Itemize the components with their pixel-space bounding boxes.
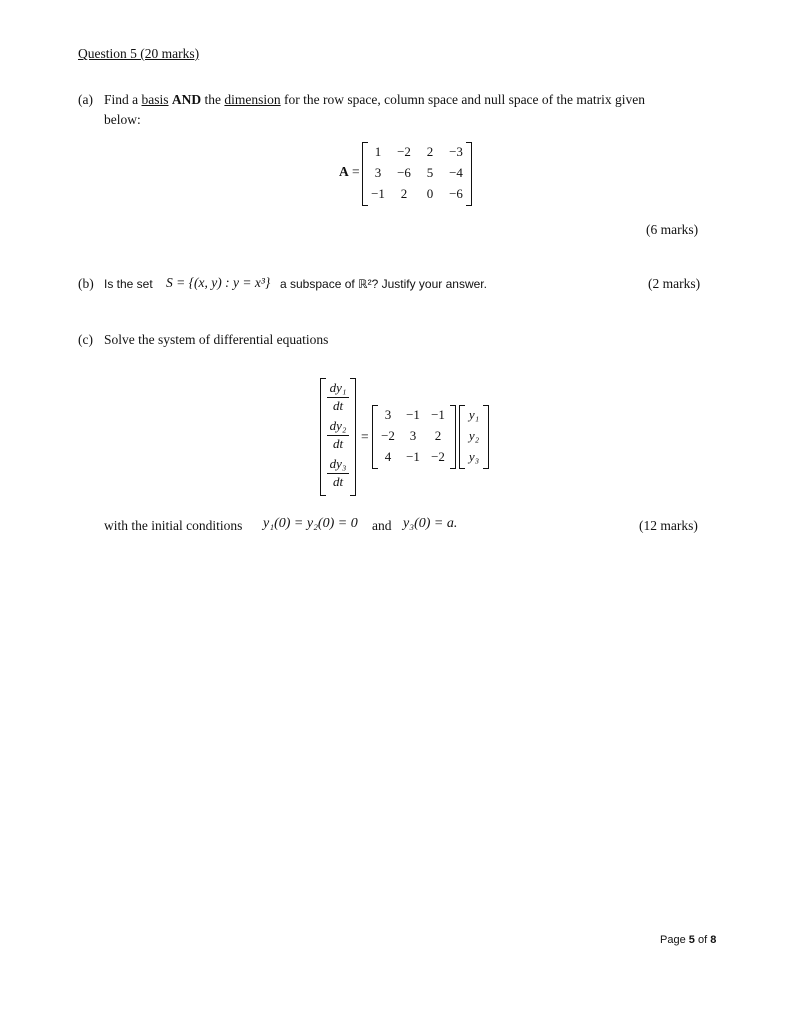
page-footer: [660, 934, 716, 946]
part-b-marks: (2 marks): [648, 276, 701, 291]
matrix-a-cell: −2: [397, 144, 411, 159]
part-a-the: the: [204, 92, 222, 107]
page-of: of: [697, 934, 708, 946]
part-a-line2: below:: [104, 112, 141, 127]
derivative-vector: [320, 378, 356, 496]
matrix-a-cell: 2: [400, 186, 408, 201]
page-number: 5: [688, 934, 695, 946]
part-a-basis: basis: [141, 92, 169, 107]
part-b-justify: ? Justify your answer.: [371, 277, 487, 291]
part-a-label: (a): [78, 92, 93, 107]
coefficient-matrix-cell: 3: [384, 407, 392, 422]
part-c-text: Solve the system of differential equations: [104, 332, 329, 347]
matrix-a-cell: 0: [426, 186, 434, 201]
part-b-set: S = {(x, y) : y = x³}: [166, 275, 271, 290]
matrix-a: [362, 142, 472, 206]
matrix-a-cell: 2: [426, 144, 434, 159]
system-equals: =: [361, 429, 369, 444]
coefficient-matrix-cell: −2: [431, 449, 445, 464]
derivative-numerator: dy₁: [329, 380, 347, 395]
derivative-denominator: dt: [332, 474, 344, 489]
matrix-a-cell: −4: [449, 165, 463, 180]
matrix-a-name: A: [339, 164, 349, 179]
initial-cond-1: y₁(0) = y₂(0) = 0: [263, 516, 358, 531]
matrix-a-equals: =: [352, 164, 360, 179]
initial-cond-2: y₃(0) = a.: [403, 516, 458, 531]
matrix-a-cell: 5: [426, 165, 434, 180]
coefficient-matrix-cell: −2: [381, 428, 395, 443]
part-a-marks: (6 marks): [646, 222, 699, 237]
matrix-a-cell: −1: [371, 186, 385, 201]
part-b-subspace-text: a subspace of: [280, 277, 355, 291]
matrix-a-cell: 3: [374, 165, 382, 180]
derivative-numerator: dy₂: [329, 418, 347, 433]
derivative-numerator: dy₃: [329, 456, 347, 471]
part-c-label: (c): [78, 332, 93, 347]
coefficient-matrix-cell: −1: [406, 407, 420, 422]
initial-and: and: [372, 518, 392, 533]
matrix-a-cell: −6: [397, 165, 411, 180]
part-a-line1: [104, 92, 704, 108]
coefficient-matrix-cell: 2: [434, 428, 442, 443]
coefficient-matrix: [372, 405, 456, 469]
matrix-a-cell: 1: [374, 144, 382, 159]
part-c-marks: (12 marks): [639, 518, 698, 533]
matrix-a-cell: −3: [449, 144, 463, 159]
part-a-dimension: dimension: [224, 92, 281, 107]
derivative-denominator: dt: [332, 398, 344, 413]
part-b-label: (b): [78, 276, 94, 291]
coefficient-matrix-cell: −1: [431, 407, 445, 422]
part-a-and: AND: [171, 92, 202, 107]
coefficient-matrix-cell: 4: [384, 449, 392, 464]
y-vector: [459, 405, 489, 469]
y-vector-entry: y₁: [468, 407, 480, 422]
coefficient-matrix-cell: 3: [409, 428, 417, 443]
page-total: 8: [710, 934, 717, 946]
coefficient-matrix-cell: −1: [406, 449, 420, 464]
y-vector-entry: y₃: [468, 449, 480, 464]
question-title: Question 5 (20 marks): [78, 46, 200, 61]
derivative-denominator: dt: [332, 436, 344, 451]
part-b-subspace: [280, 277, 487, 291]
y-vector-entry: y₂: [468, 428, 480, 443]
page-prefix: Page: [660, 934, 686, 946]
coefficient-right-bracket: [450, 405, 456, 469]
part-a-rest: for the row space, column space and null space of the matrix given: [284, 92, 646, 107]
matrix-a-cell: −6: [449, 186, 463, 201]
initial-text: with the initial conditions: [104, 518, 243, 533]
part-b-is: Is the set: [104, 277, 153, 291]
part-a-find: Find a: [104, 92, 139, 107]
part-b-space: ℝ²: [358, 277, 372, 291]
